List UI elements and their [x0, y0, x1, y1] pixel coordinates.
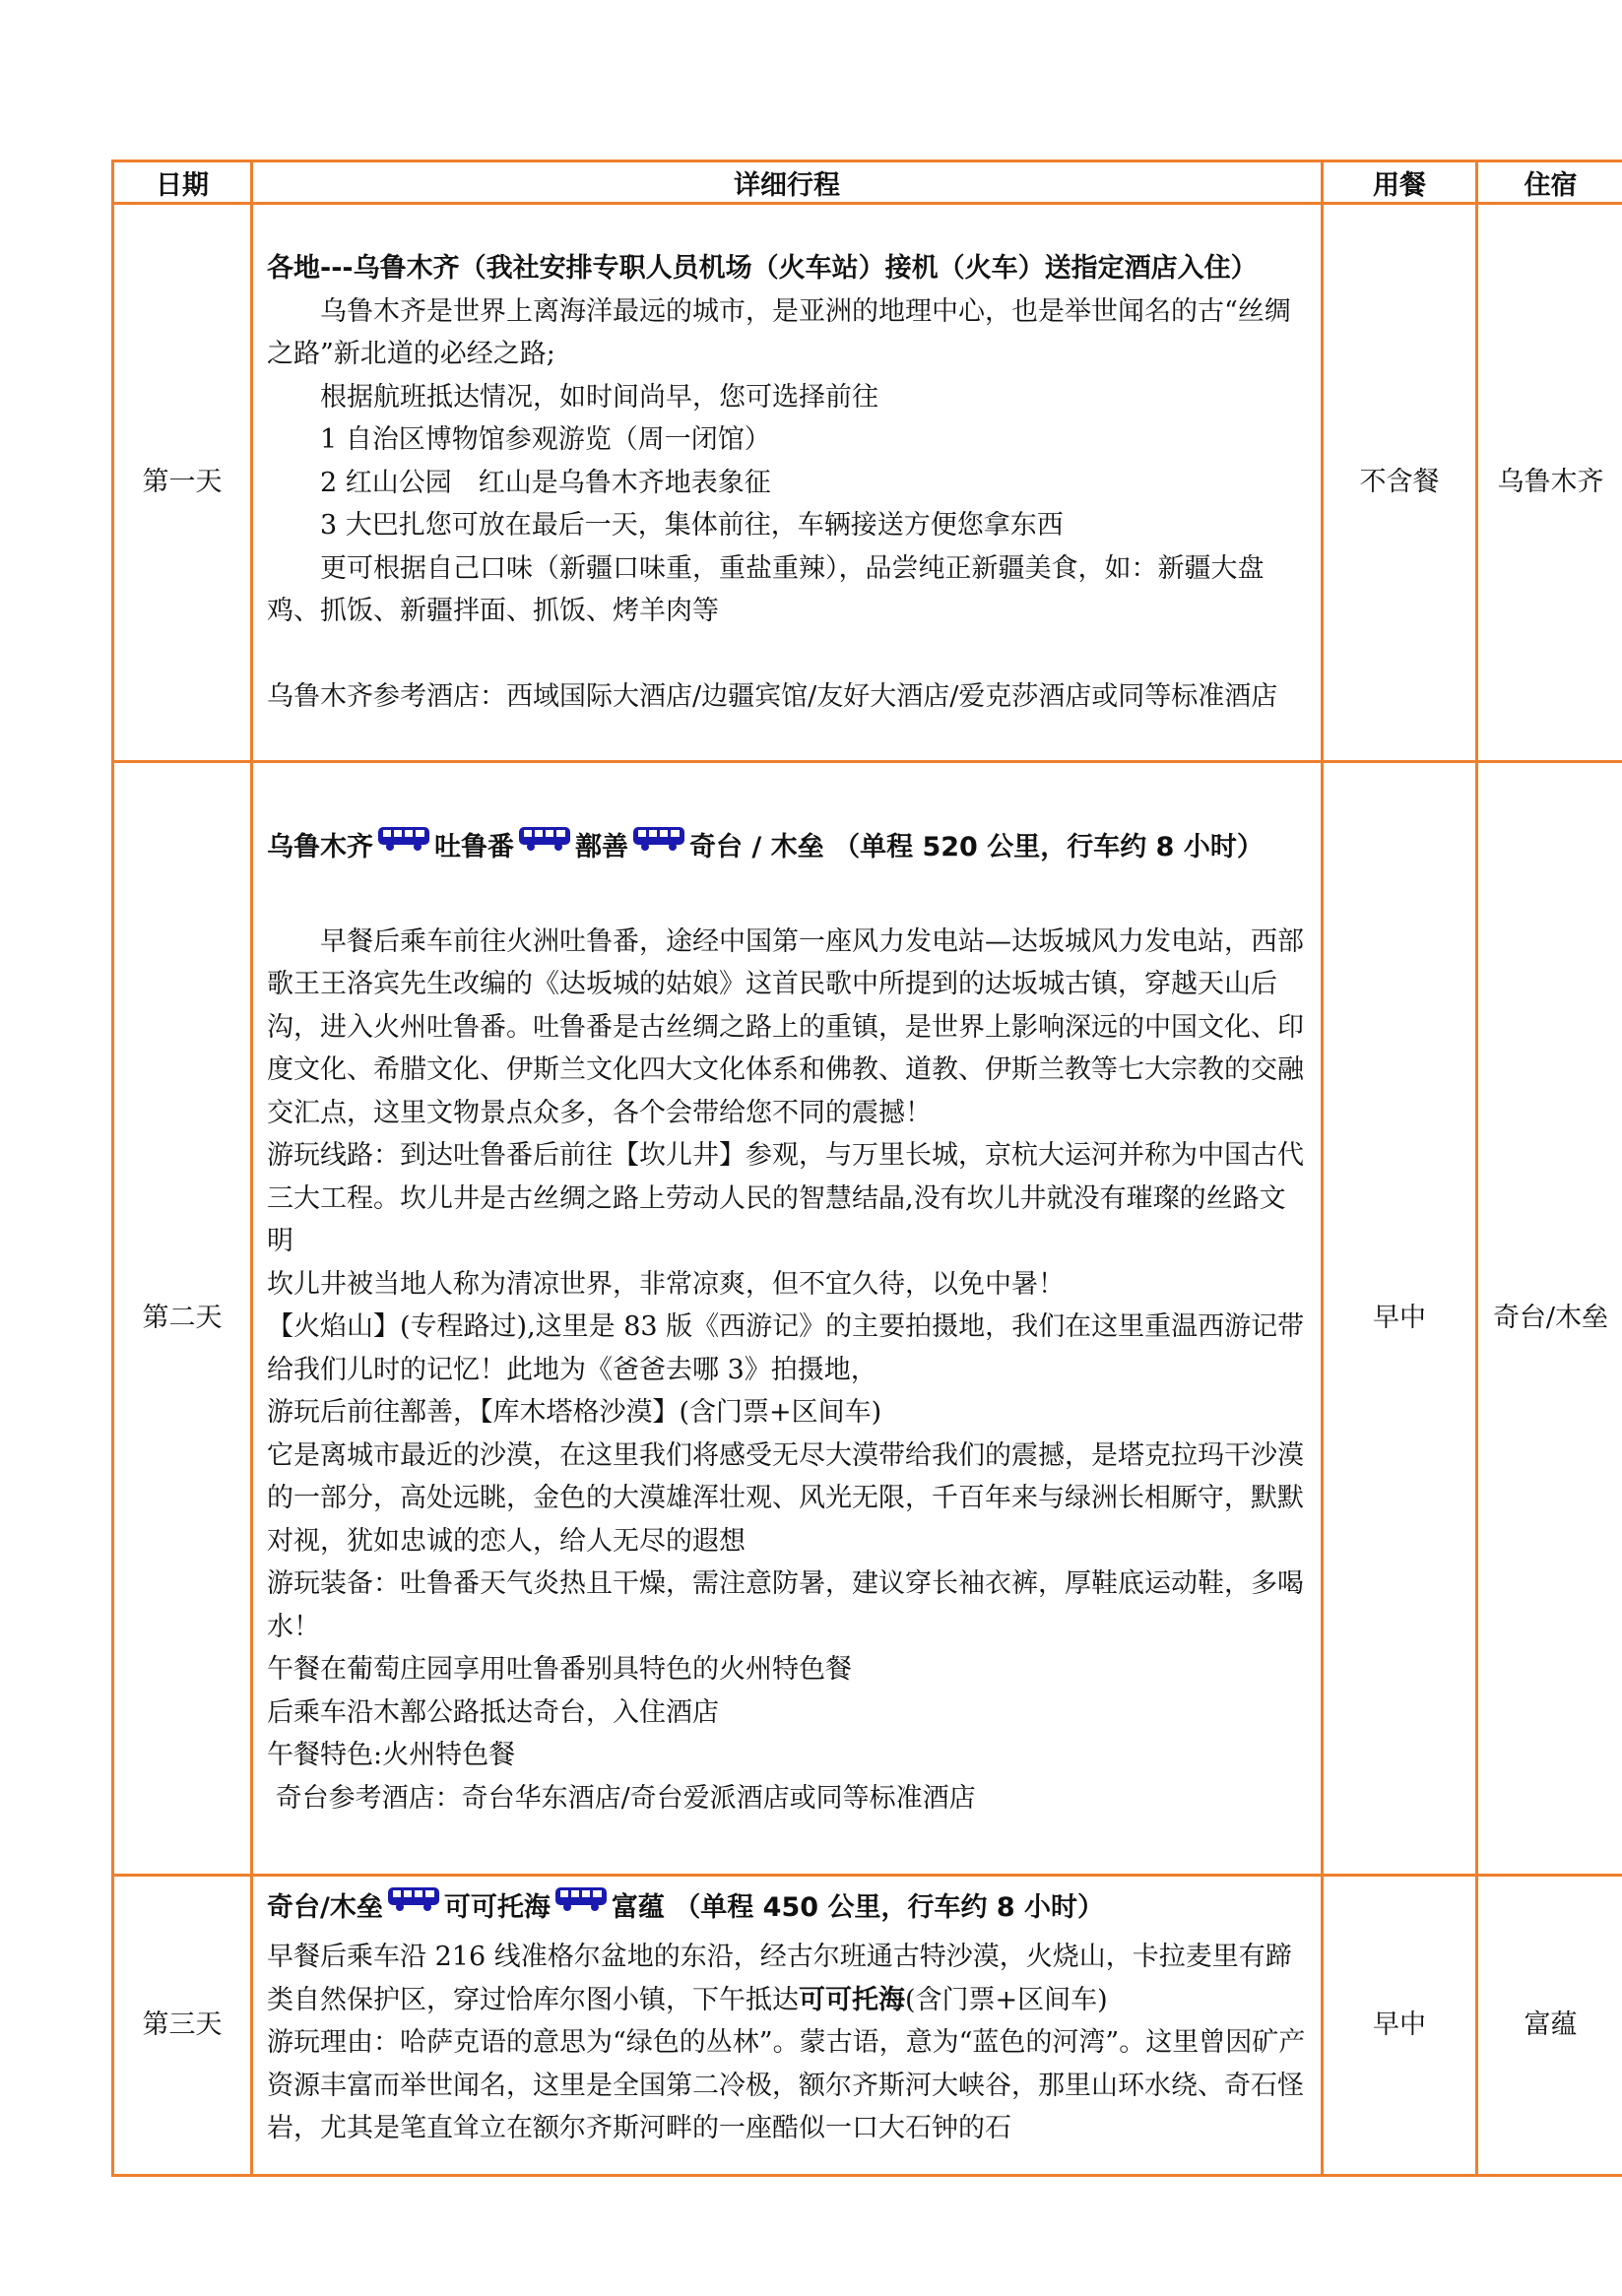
day2-line: 午餐特色:火州特色餐 [267, 1740, 516, 1771]
day1-stay: 乌鲁木齐 [1477, 204, 1622, 762]
header-meal: 用餐 [1323, 161, 1477, 204]
route-stop: 富蕴 [611, 1892, 665, 1923]
day1-date: 第一天 [113, 204, 252, 762]
day3-para-highlight: 可可托海 [799, 1984, 905, 2015]
bus-icon [632, 826, 685, 852]
bus-icon [518, 826, 571, 852]
day2-line: 坎儿井被当地人称为清凉世界，非常凉爽，但不宜久待，以免中暑！ [267, 1268, 1065, 1300]
day2-route-title [267, 817, 1307, 878]
day1-detail [252, 204, 1323, 762]
header-detail: 详细行程 [252, 161, 1323, 204]
day2-route-note: （单程 520 公里，行车约 8 小时） [833, 831, 1264, 862]
day3-meal: 早中 [1323, 1876, 1477, 2176]
day2-line: 奇台参考酒店：奇台华东酒店/奇台爱派酒店或同等标准酒店 [267, 1782, 976, 1814]
route-stop: 奇台 / 木垒 [689, 831, 824, 862]
route-stop: 吐鲁番 [434, 831, 514, 862]
day2-line: 【火焰山】(专程路过),这里是 83 版《西游记》的主要拍摄地，我们在这里重温西游记带给我们儿时的记忆！此地为《爸爸去哪 3》拍摄地， [267, 1311, 1305, 1385]
day3-para-a: 早餐后乘车沿 216 线准格尔盆地的东沿，经古尔班通古特沙漠，火烧山，卡拉麦里有蹄类自然保护区，穿过恰库尔图小镇，下午抵达 [267, 1942, 1292, 2015]
day2-stay: 奇台/木垒 [1477, 762, 1622, 1876]
bus-icon [377, 826, 430, 852]
day1-row [113, 204, 1622, 762]
day1-para: 根据航班抵达情况，如时间尚早，您可选择前往 [320, 381, 878, 413]
day2-date: 第二天 [113, 762, 252, 1876]
route-stop: 乌鲁木齐 [267, 831, 373, 862]
route-stop: 可可托海 [443, 1892, 551, 1923]
day2-line: 游玩线路：到达吐鲁番后前往【坎儿井】参观，与万里长城，京杭大运河并称为中国古代三大工程。坎儿井是古丝绸之路上劳动人民的智慧结晶,没有坎儿井就没有璀璨的丝路文明 [267, 1140, 1304, 1257]
day1-title: 各地---乌鲁木齐（我社安排专职人员机场（火车站）接机（火车）送指定酒店入住） [267, 252, 1258, 284]
day2-detail [252, 762, 1323, 1876]
day1-para: 3 大巴扎您可放在最后一天，集体前往，车辆接送方便您拿东西 [320, 510, 1064, 542]
day2-intro: 早餐后乘车前往火洲吐鲁番，途经中国第一座风力发电站—达坂城风力发电站，西部歌王王洛宾先生改编的《达坂城的姑娘》这首民歌中所提到的达坂城古镇，穿越天山后沟，进入火州吐鲁番。吐鲁番是古丝绸之路上的重镇，是世界上影响深远的中国文化、印度文化、希腊文化、伊斯兰文化四大文化体系和佛教、道教、伊斯兰教等七大宗教的交融交汇点，这里文物景点众多，各个会带给您不同的震撼！ [267, 925, 1304, 1128]
day1-hotel-ref: 乌鲁木齐参考酒店：西域国际大酒店/边疆宾馆/友好大酒店/爱克莎酒店或同等标准酒店 [267, 680, 1278, 712]
day3-para-c: (含门票+区间车) [905, 1984, 1108, 2015]
day1-para: 乌鲁木齐是世界上离海洋最远的城市，是亚洲的地理中心，也是举世闻名的古“丝绸之路”新北道的必经之路; [267, 295, 1291, 370]
day3-date: 第三天 [113, 1876, 252, 2176]
day3-detail [252, 1876, 1323, 2176]
day3-route-note: （单程 450 公里，行车约 8 小时） [674, 1892, 1105, 1923]
day2-line: 午餐在葡萄庄园享用吐鲁番别具特色的火州特色餐 [267, 1654, 852, 1686]
header-hotel: 住宿 [1477, 161, 1622, 204]
day1-para: 2 红山公园 红山是乌鲁木齐地表象征 [320, 467, 771, 498]
day1-meal: 不含餐 [1323, 204, 1477, 762]
header-row [113, 161, 1622, 204]
day2-line: 后乘车沿木鄯公路抵达奇台，入住酒店 [267, 1696, 719, 1728]
bus-icon [554, 1886, 608, 1912]
day1-para: 1 自治区博物馆参观游览（周一闭馆） [320, 424, 771, 456]
itinerary-table [111, 159, 1622, 2177]
day3-para [267, 1936, 1307, 2021]
day3-route-title [267, 1881, 1307, 1936]
day3-stay: 富蕴 [1477, 1876, 1622, 2176]
route-stop: 奇台/木垒 [267, 1892, 383, 1923]
day2-line: 游玩装备：吐鲁番天气炎热且干燥，需注意防暑，建议穿长袖衣裤，厚鞋底运动鞋，多喝水！ [267, 1568, 1304, 1642]
route-stop: 鄯善 [575, 831, 628, 862]
day2-row [113, 762, 1622, 1876]
day3-row [113, 1876, 1622, 2176]
bus-icon [387, 1886, 440, 1912]
day2-line: 它是离城市最近的沙漠，在这里我们将感受无尽大漠带给我们的震撼，是塔克拉玛干沙漠的一部分，高处远眺，金色的大漠雄浑壮观、风光无限，千百年来与绿洲长相厮守，默默对视，犹如忠诚的恋人，给人无尽的遐想 [267, 1439, 1304, 1557]
day1-para: 更可根据自己口味（新疆口味重，重盐重辣），品尝纯正新疆美食，如：新疆大盘鸡、抓饭、新疆拌面、抓饭、烤羊肉等 [267, 552, 1265, 627]
day3-para: 游玩理由：哈萨克语的意思为“绿色的丛林”。蒙古语，意为“蓝色的河湾”。这里曾因矿产资源丰富而举世闻名，这里是全国第二冷极，额尔齐斯河大峡谷，那里山环水绕、奇石怪岩，尤其是笔直耸立在额尔齐斯河畔的一座酷似一口大石钟的石 [267, 2027, 1306, 2143]
day2-line: 游玩后前往鄯善，【库木塔格沙漠】(含门票+区间车) [267, 1397, 882, 1429]
header-date: 日期 [113, 161, 252, 204]
day2-meal: 早中 [1323, 762, 1477, 1876]
